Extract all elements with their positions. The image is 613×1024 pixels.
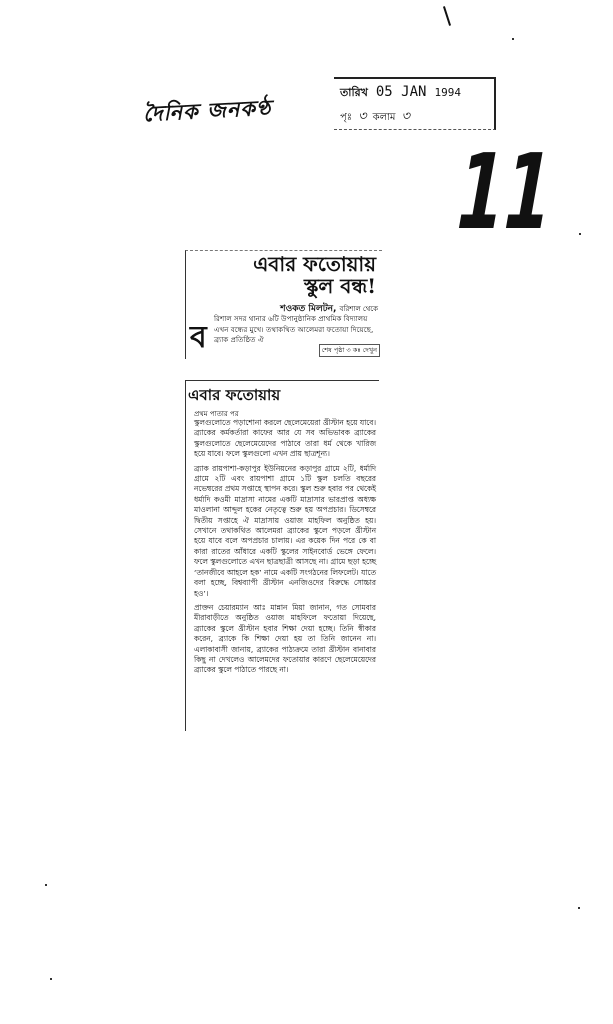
page-value: ৩	[358, 109, 367, 124]
scan-speck	[578, 907, 580, 909]
stamp-date: 05 JAN	[375, 84, 427, 100]
page-label: পৃঃ	[340, 112, 353, 123]
date-label: তারিখ	[340, 86, 368, 99]
newspaper-name-handwritten: দৈনিক জনকণ্ঠ	[142, 94, 273, 127]
handwritten-number: 11	[446, 131, 563, 253]
continuation-headline: এবার ফতোয়ায়	[188, 386, 281, 404]
continuation-body	[194, 418, 376, 680]
byline-name: শওকত মিলটন,	[280, 304, 337, 314]
column-label: কলাম	[372, 112, 396, 123]
drop-cap: ব	[190, 320, 207, 355]
pen-stroke-mark	[443, 6, 451, 26]
continued-note: শেষ পৃষ্ঠা ৩ কঃ দেখুন	[319, 344, 380, 357]
date-stamp	[334, 77, 496, 130]
news-clipping-front	[185, 250, 382, 359]
headline-line-2: স্কুল বন্ধ!	[303, 274, 376, 298]
scan-speck	[512, 38, 514, 40]
paragraph: প্রাক্তন চেয়ারম্যান আঃ মান্নান মিয়া জানান, গত সোমবার মীরাবাড়ীতে অনুষ্ঠিত ওয়াজ মাহফিলে ফতোয়া দিয়েছে, ব্র্যাকের স্কুলে খ্রীস্টান হবার শিক্ষা দেয়া হচ্ছে। তিনি স্বীকার করেন, ব্র্যাকে কি শিক্ষা দেয়া হয় তা তিনি জানেন না। এলাকাবাসী জানায়, ব্র্যাকের পাঠ্যক্রমে তারা খ্রীস্টান বানাবার কিছু না দেখলেও আলেমদের ফতোয়ার কারণে ছেলেমেয়েদের ব্র্যাকের স্কুলে পাঠাতে পারছে না।	[194, 602, 376, 675]
column-value: ৩	[401, 109, 410, 124]
clipping-body: রিশাল সদর থানার ৬টি উপানুষ্ঠানিক প্রাথমিক বিদ্যালয় এখন বন্ধের মুখে। তথাকথিত আলেমরা ফতোয়া দিয়েছে, ব্র্যাক প্রতিষ্ঠিত ঐ	[214, 314, 374, 344]
date-row	[340, 84, 461, 103]
paragraph: ব্র্যাক রায়পাশা-কড়াপুর ইউনিয়নের কড়াপুর গ্রামে ২টি, ধর্মাদি গ্রামে ২টি এবং রায়পাশা গ্রামে ১টি স্কুল চলতি বছরের নভেম্বরের প্রথম সপ্তাহে স্থাপন করে। স্কুল শুরু হবার পর থেকেই ধর্মাদি কওমী মাদ্রাসা নামের একটি মাদ্রাসার ভারপ্রাপ্ত অধ্যক্ষ মাওলানা আব্দুল হকের নেতৃত্বে শুরু হয় অপপ্রচার। ডিসেম্বরে দ্বিতীয় সপ্তাহে ঐ মাদ্রাসায় ওয়াজ মাহফিল অনুষ্ঠিত হয়। সেখানে তথাকথিত আলেমরা ব্র্যাকের স্কুলে পড়লে খ্রীস্টান হয়ে যাবে বলে অপপ্রচার চালায়। এর কয়েক দিন পরে কে বা কারা রাতের আঁধারে একটি স্কুলের সাইনবোর্ড ভেঙ্গে ফেলে। ফলে স্কুলগুলোতে এখন ছাত্রছাত্রী আসছে না। গ্রামে ছড়া হচ্ছে ‘তানজীবে আহলে হক’ নামে একটি সংগঠনের লিফলেট। যাতে বলা হচ্ছে, বিশ্বব্যাপী খ্রীস্টান এনজিওদের বিরুদ্ধে সোচ্চার হও’।	[194, 463, 376, 598]
scan-speck	[45, 884, 47, 886]
headline-line-1: এবার ফতোয়ায়	[253, 252, 376, 276]
page-column-row	[340, 107, 410, 128]
scan-speck	[50, 978, 52, 980]
continuation-subhead: প্রথম পাতার পর	[194, 410, 239, 418]
byline-place: বরিশাল থেকে	[339, 305, 378, 313]
stamp-year: 1994	[434, 86, 461, 99]
clipping-headline	[253, 253, 376, 297]
paragraph: স্কুলগুলোতে পড়াশোনা করলে ছেলেমেয়েরা খ্রীস্টান হয়ে যাবে। ব্র্যাকের কর্মকর্তারা কাফের আর যে সব অভিভাবক ব্র্যাকের স্কুলগুলোতে ছেলেমেয়েদের পাঠাবে তারা ধর্ম থেকে খারিজ হয়ে যাবে। ফলে স্কুলগুলো এখন প্রায় ছাত্রশূন্য।	[194, 418, 376, 459]
scan-speck	[579, 233, 581, 235]
news-clipping-continuation	[185, 380, 379, 731]
